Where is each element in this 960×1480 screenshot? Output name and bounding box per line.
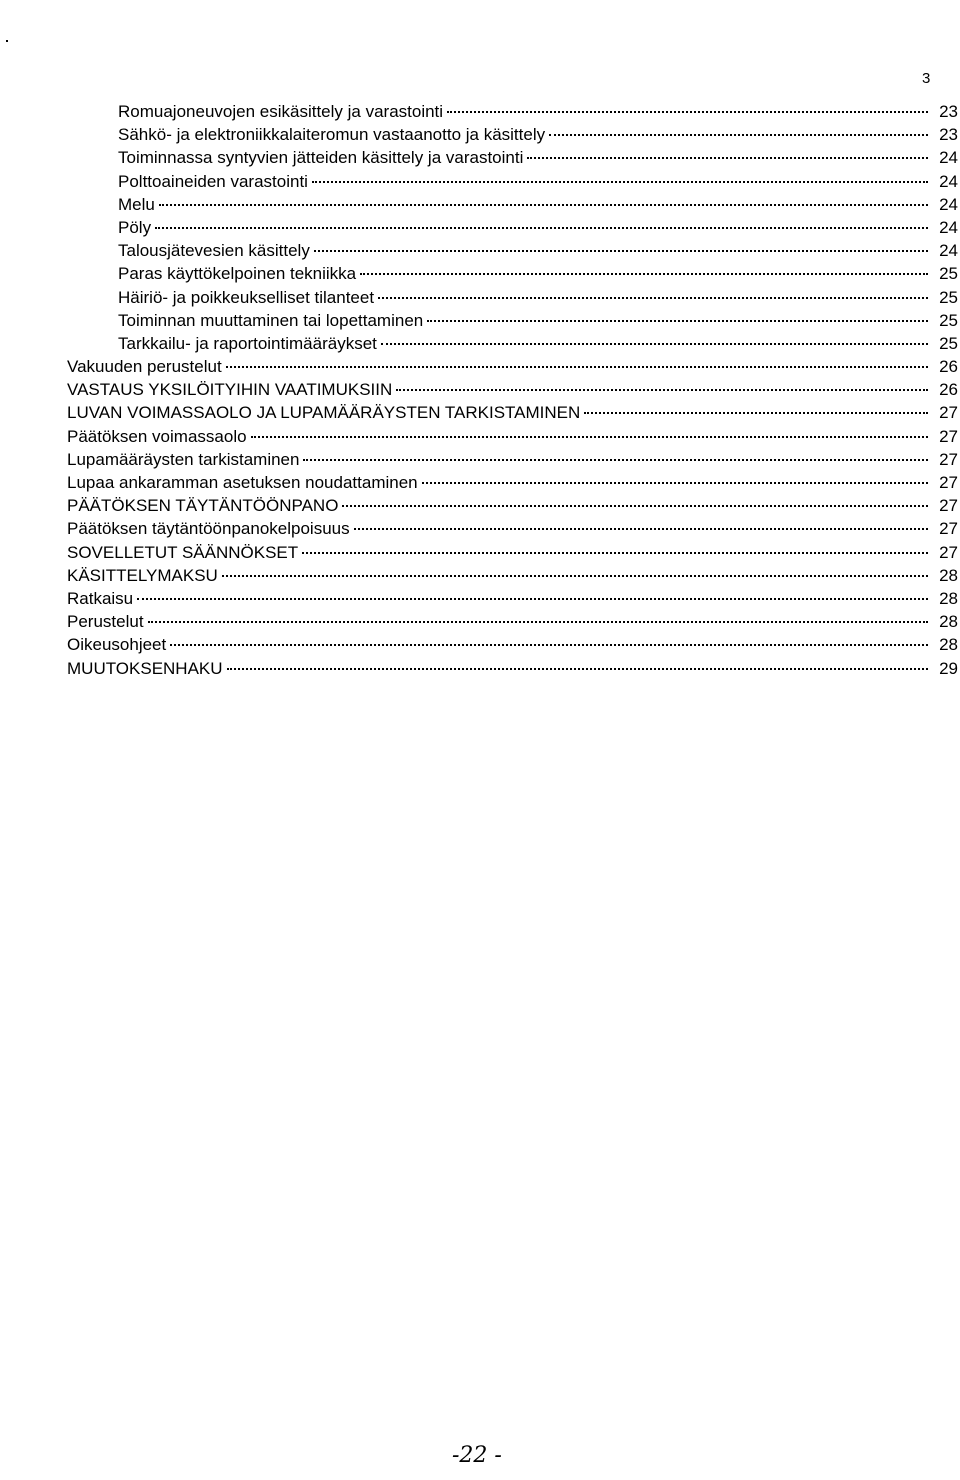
toc-entry-page: 27 — [939, 426, 958, 446]
toc-entry-page: 27 — [939, 542, 958, 562]
toc-entry — [0, 425, 960, 448]
toc-entry — [0, 123, 960, 146]
dot-leader — [148, 621, 928, 623]
toc-entry — [0, 448, 960, 471]
dot-leader — [354, 528, 928, 530]
toc-entry-title: Häiriö- ja poikkeukselliset tilanteet — [118, 287, 375, 307]
toc-entry — [0, 332, 960, 355]
toc-entry — [0, 587, 960, 610]
toc-entry-title: PÄÄTÖKSEN TÄYTÄNTÖÖNPANO — [67, 496, 339, 516]
toc-entry — [0, 633, 960, 656]
toc-entry-title: Sähkö- ja elektroniikkalaiteromun vastaanotto ja käsittely — [118, 125, 546, 145]
dot-leader — [396, 389, 928, 391]
dot-leader — [227, 668, 928, 670]
toc-entry-page: 27 — [939, 519, 958, 539]
toc-entry-title: Päätöksen voimassaolo — [67, 426, 247, 446]
dot-leader — [302, 552, 928, 554]
dot-leader — [312, 181, 928, 183]
toc-entry-title: Paras käyttökelpoinen tekniikka — [118, 264, 357, 284]
table-of-contents — [0, 100, 960, 680]
dot-leader — [342, 505, 928, 507]
toc-entry-title: Tarkkailu- ja raportointimääräykset — [118, 333, 377, 353]
toc-entry-title: Lupamääräysten tarkistaminen — [67, 449, 300, 469]
dot-leader — [549, 134, 928, 136]
toc-entry-title: Romuajoneuvojen esikäsittely ja varastointi — [118, 102, 444, 121]
toc-entry-page: 25 — [939, 264, 958, 284]
toc-entry-page: 27 — [939, 496, 958, 516]
toc-entry-page: 25 — [939, 333, 958, 353]
toc-entry-title: Polttoaineiden varastointi — [118, 171, 308, 191]
toc-entry-title: Perustelut — [67, 612, 144, 632]
toc-entry-page: 25 — [939, 310, 958, 330]
toc-entry-page: 27 — [939, 473, 958, 492]
page-number: 3 — [922, 70, 931, 87]
toc-entry-page: 24 — [939, 148, 958, 168]
toc-entry-title: KÄSITTELYMAKSU — [67, 565, 218, 585]
dot-leader — [226, 366, 928, 368]
toc-entry-title: Oikeusohjeet — [67, 635, 167, 655]
dot-leader — [222, 575, 928, 577]
dot-leader — [159, 204, 928, 206]
toc-entry-page: 28 — [939, 565, 958, 585]
toc-entry — [0, 100, 960, 123]
toc-entry — [0, 564, 960, 587]
toc-entry-page: 27 — [939, 449, 958, 469]
toc-entry-page: 24 — [939, 194, 958, 214]
toc-entry-title: VASTAUS YKSILÖITYIHIN VAATIMUKSIIN — [67, 380, 393, 400]
toc-entry-title: Talousjätevesien käsittely — [118, 241, 310, 261]
toc-entry — [0, 494, 960, 517]
dot-leader — [360, 273, 928, 275]
toc-entry — [0, 471, 960, 494]
toc-entry-page: 25 — [939, 287, 958, 307]
toc-entry-page: 28 — [939, 635, 958, 655]
dot-leader — [584, 412, 928, 414]
dot-leader — [314, 250, 928, 252]
toc-entry — [0, 355, 960, 378]
toc-entry — [0, 378, 960, 401]
toc-entry — [0, 309, 960, 332]
toc-entry-page: 27 — [939, 403, 958, 423]
toc-entry-page: 26 — [939, 380, 958, 400]
toc-entry — [0, 657, 960, 680]
toc-entry-page: 29 — [939, 658, 958, 678]
toc-entry-title: Melu — [118, 194, 155, 214]
toc-entry-title: LUVAN VOIMASSAOLO JA LUPAMÄÄRÄYSTEN TARKISTAMINEN — [67, 403, 581, 423]
dot-leader — [137, 598, 928, 600]
toc-entry — [0, 517, 960, 540]
toc-entry — [0, 262, 960, 285]
toc-entry — [0, 193, 960, 216]
toc-entry — [0, 239, 960, 262]
dot-leader — [527, 157, 928, 159]
toc-entry — [0, 610, 960, 633]
toc-entry-title: Pöly — [118, 217, 152, 237]
toc-entry — [0, 146, 960, 169]
toc-entry-page: 28 — [939, 612, 958, 632]
dot-leader — [447, 111, 928, 113]
dot-leader — [422, 482, 928, 484]
toc-entry-title: Vakuuden perustelut — [67, 357, 222, 377]
toc-entry-title: Toiminnassa syntyvien jätteiden käsittely ja varastointi — [118, 148, 524, 168]
toc-entry-page: 28 — [939, 588, 958, 608]
toc-entry-page: 26 — [939, 357, 958, 377]
toc-entry — [0, 541, 960, 564]
dot-leader — [170, 644, 928, 646]
toc-entry-page: 24 — [939, 171, 958, 191]
handwritten-page-mark: -22 - — [452, 1443, 502, 1468]
dot-leader — [381, 343, 928, 345]
toc-entry — [0, 286, 960, 309]
dot-leader — [427, 320, 928, 322]
toc-entry-page: 23 — [939, 102, 958, 121]
dot-leader — [378, 297, 928, 299]
toc-entry-title: Lupaa ankaramman asetuksen noudattaminen — [67, 473, 418, 492]
toc-entry — [0, 401, 960, 424]
toc-entry-title: Toiminnan muuttaminen tai lopettaminen — [118, 310, 424, 330]
dot-leader — [155, 227, 928, 229]
dot-leader — [251, 436, 928, 438]
dot-leader — [303, 459, 928, 461]
scan-speck — [6, 40, 8, 42]
toc-entry-page: 24 — [939, 241, 958, 261]
toc-entry-page: 24 — [939, 217, 958, 237]
toc-entry-page: 23 — [939, 125, 958, 145]
toc-entry-title: Päätöksen täytäntöönpanokelpoisuus — [67, 519, 350, 539]
toc-entry — [0, 216, 960, 239]
toc-entry-title: MUUTOKSENHAKU — [67, 658, 223, 678]
toc-entry-title: Ratkaisu — [67, 588, 134, 608]
toc-entry-title: SOVELLETUT SÄÄNNÖKSET — [67, 542, 299, 562]
toc-entry — [0, 170, 960, 193]
